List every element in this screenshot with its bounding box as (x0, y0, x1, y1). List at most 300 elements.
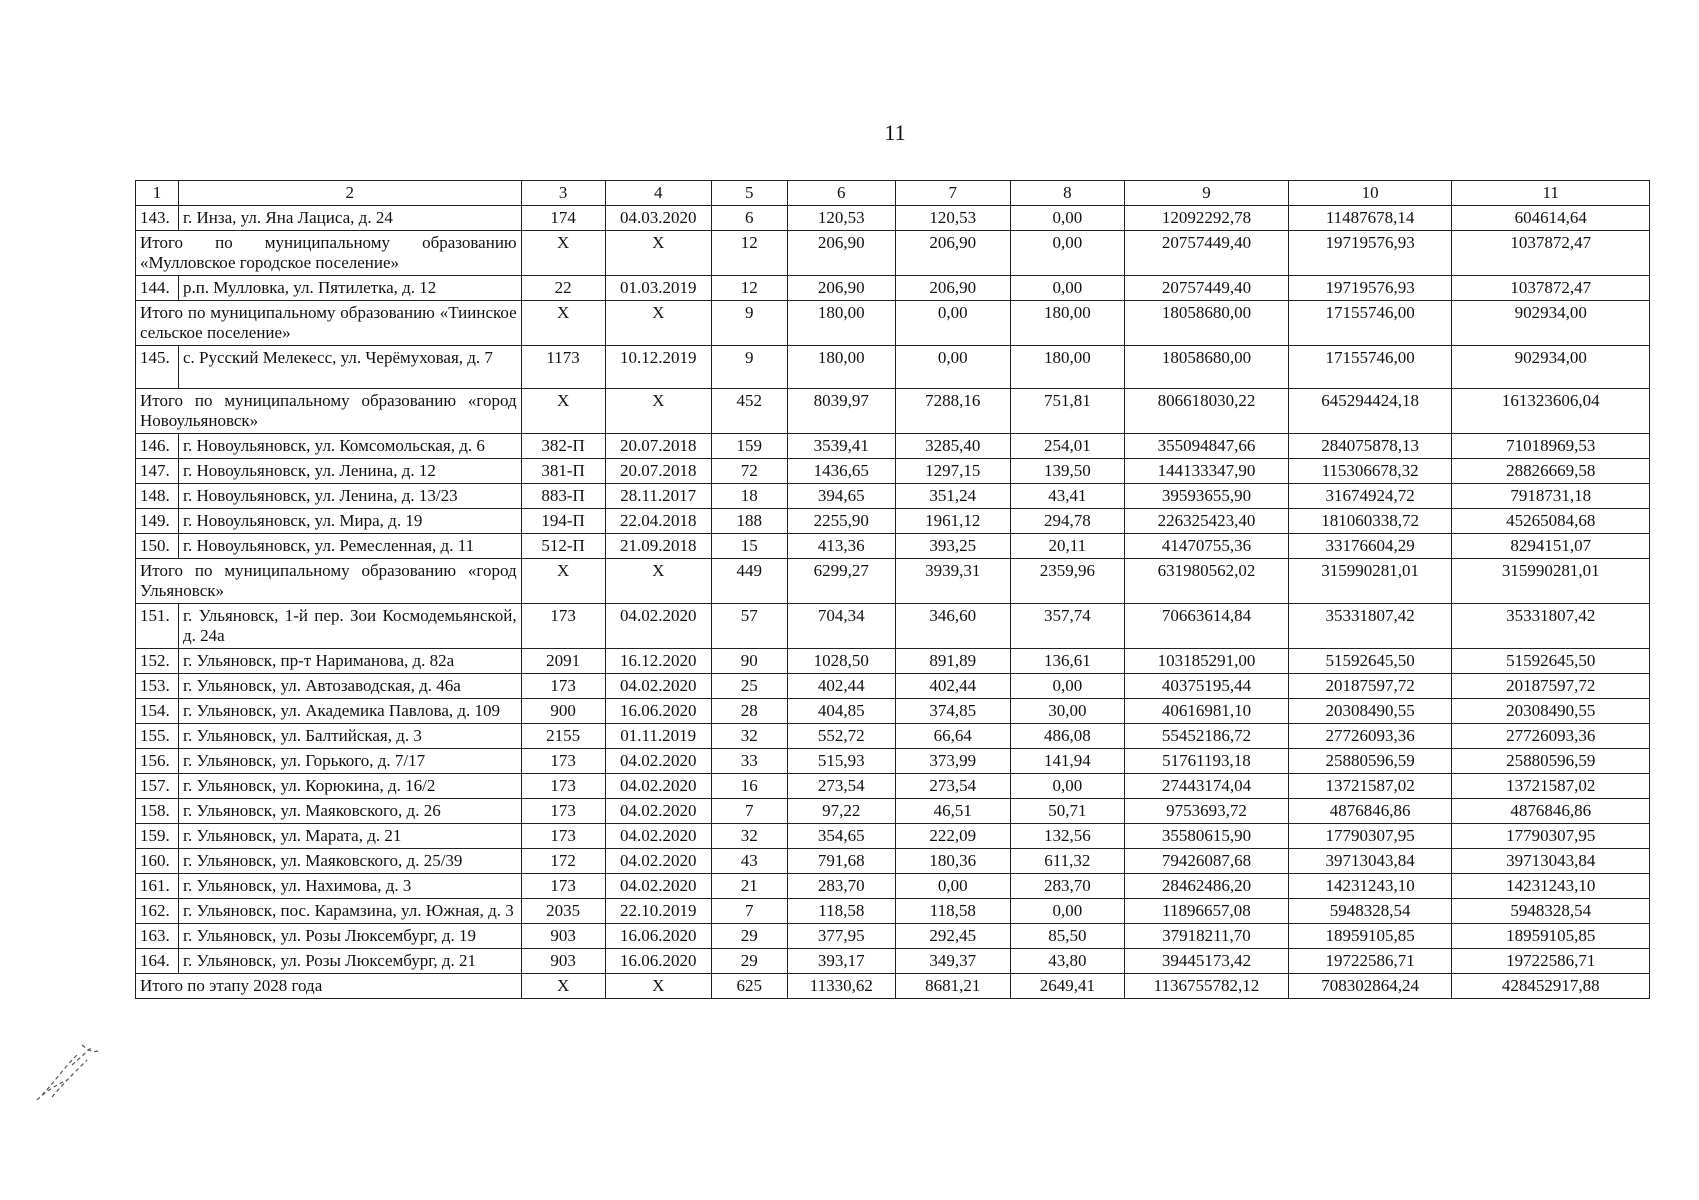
value-cell: 35331807,42 (1452, 604, 1650, 649)
value-cell: 206,90 (787, 276, 895, 301)
value-cell: 50,71 (1010, 799, 1125, 824)
value-cell: 7 (711, 899, 787, 924)
value-cell: 173 (521, 799, 605, 824)
value-cell: 103185291,00 (1125, 649, 1289, 674)
value-cell: 174 (521, 206, 605, 231)
value-cell: 40616981,10 (1125, 699, 1289, 724)
address-cell: г. Ульяновск, 1-й пер. Зои Космодемьянской, д. 24а (178, 604, 521, 649)
value-cell: 04.02.2020 (605, 824, 711, 849)
value-cell: 173 (521, 674, 605, 699)
value-cell: 29 (711, 949, 787, 974)
value-cell: 16 (711, 774, 787, 799)
value-cell: 625 (711, 974, 787, 999)
value-cell: 284075878,13 (1288, 434, 1452, 459)
value-cell: 2359,96 (1010, 559, 1125, 604)
value-cell: 04.03.2020 (605, 206, 711, 231)
value-cell: 381-П (521, 459, 605, 484)
table-row (136, 899, 1650, 924)
value-cell: 12 (711, 231, 787, 276)
value-cell: 206,90 (896, 276, 1011, 301)
value-cell: 28462486,20 (1125, 874, 1289, 899)
table-row (136, 849, 1650, 874)
value-cell: 28826669,58 (1452, 459, 1650, 484)
value-cell: 20757449,40 (1125, 276, 1289, 301)
table-row (136, 674, 1650, 699)
value-cell: 604614,64 (1452, 206, 1650, 231)
value-cell: 20308490,55 (1288, 699, 1452, 724)
value-cell: 377,95 (787, 924, 895, 949)
value-cell: 9753693,72 (1125, 799, 1289, 824)
column-header: 2 (178, 181, 521, 206)
value-cell: 27726093,36 (1288, 724, 1452, 749)
address-cell: г. Ульяновск, ул. Балтийская, д. 3 (178, 724, 521, 749)
value-cell: 180,00 (1010, 346, 1125, 389)
value-cell: 29 (711, 924, 787, 949)
column-header: 9 (1125, 181, 1289, 206)
value-cell: 172 (521, 849, 605, 874)
value-cell: 806618030,22 (1125, 389, 1289, 434)
value-cell: 2649,41 (1010, 974, 1125, 999)
row-number: 145. (136, 346, 179, 389)
value-cell: 21 (711, 874, 787, 899)
subtotal-row (136, 301, 1650, 346)
value-cell: 9 (711, 346, 787, 389)
value-cell: 349,37 (896, 949, 1011, 974)
value-cell: 19719576,93 (1288, 231, 1452, 276)
value-cell: 39445173,42 (1125, 949, 1289, 974)
address-cell: г. Ульяновск, ул. Корюкина, д. 16/2 (178, 774, 521, 799)
value-cell: 161323606,04 (1452, 389, 1650, 434)
value-cell: 17155746,00 (1288, 301, 1452, 346)
value-cell: 0,00 (1010, 674, 1125, 699)
value-cell: 04.02.2020 (605, 749, 711, 774)
value-cell: 120,53 (896, 206, 1011, 231)
value-cell: 180,36 (896, 849, 1011, 874)
value-cell: 20,11 (1010, 534, 1125, 559)
value-cell: 04.02.2020 (605, 674, 711, 699)
value-cell: 17790307,95 (1452, 824, 1650, 849)
table-row (136, 949, 1650, 974)
value-cell: 1297,15 (896, 459, 1011, 484)
value-cell: 273,54 (787, 774, 895, 799)
value-cell: 891,89 (896, 649, 1011, 674)
value-cell: 283,70 (1010, 874, 1125, 899)
value-cell: 20187597,72 (1452, 674, 1650, 699)
address-cell: г. Ульяновск, пр-т Нариманова, д. 82а (178, 649, 521, 674)
value-cell: 3939,31 (896, 559, 1011, 604)
value-cell: 25880596,59 (1288, 749, 1452, 774)
value-cell: 43,80 (1010, 949, 1125, 974)
value-cell: 394,65 (787, 484, 895, 509)
value-cell: X (605, 559, 711, 604)
value-cell: 10.12.2019 (605, 346, 711, 389)
value-cell: 11487678,14 (1288, 206, 1452, 231)
value-cell: 120,53 (787, 206, 895, 231)
table-row (136, 699, 1650, 724)
row-number: 150. (136, 534, 179, 559)
value-cell: 28 (711, 699, 787, 724)
address-cell: г. Ульяновск, ул. Нахимова, д. 3 (178, 874, 521, 899)
value-cell: 118,58 (896, 899, 1011, 924)
value-cell: 16.12.2020 (605, 649, 711, 674)
value-cell: 374,85 (896, 699, 1011, 724)
row-number: 144. (136, 276, 179, 301)
table-row (136, 346, 1650, 389)
value-cell: 206,90 (787, 231, 895, 276)
row-number: 163. (136, 924, 179, 949)
value-cell: 315990281,01 (1288, 559, 1452, 604)
value-cell: 173 (521, 874, 605, 899)
value-cell: 11896657,08 (1125, 899, 1289, 924)
row-number: 156. (136, 749, 179, 774)
address-cell: г. Новоульяновск, ул. Ремесленная, д. 11 (178, 534, 521, 559)
value-cell: 51592645,50 (1452, 649, 1650, 674)
value-cell: 3539,41 (787, 434, 895, 459)
value-cell: 402,44 (896, 674, 1011, 699)
value-cell: 28.11.2017 (605, 484, 711, 509)
value-cell: 8294151,07 (1452, 534, 1650, 559)
value-cell: 21.09.2018 (605, 534, 711, 559)
subtotal-label: Итого по муниципальному образованию «город Новоульяновск» (136, 389, 522, 434)
value-cell: 611,32 (1010, 849, 1125, 874)
value-cell: 04.02.2020 (605, 604, 711, 649)
value-cell: 903 (521, 924, 605, 949)
address-cell: г. Новоульяновск, ул. Ленина, д. 13/23 (178, 484, 521, 509)
value-cell: 7 (711, 799, 787, 824)
value-cell: 57 (711, 604, 787, 649)
table-row (136, 276, 1650, 301)
value-cell: 35331807,42 (1288, 604, 1452, 649)
address-cell: г. Новоульяновск, ул. Ленина, д. 12 (178, 459, 521, 484)
address-cell: г. Новоульяновск, ул. Мира, д. 19 (178, 509, 521, 534)
value-cell: 45265084,68 (1452, 509, 1650, 534)
table-row (136, 749, 1650, 774)
address-cell: р.п. Мулловка, ул. Пятилетка, д. 12 (178, 276, 521, 301)
value-cell: 66,64 (896, 724, 1011, 749)
subtotal-label: Итого по муниципальному образованию «город Ульяновск» (136, 559, 522, 604)
value-cell: 2255,90 (787, 509, 895, 534)
value-cell: X (521, 231, 605, 276)
value-cell: 97,22 (787, 799, 895, 824)
value-cell: 11330,62 (787, 974, 895, 999)
value-cell: 12 (711, 276, 787, 301)
table-row (136, 874, 1650, 899)
value-cell: 292,45 (896, 924, 1011, 949)
address-cell: г. Ульяновск, ул. Маяковского, д. 25/39 (178, 849, 521, 874)
value-cell: 04.02.2020 (605, 874, 711, 899)
value-cell: 115306678,32 (1288, 459, 1452, 484)
value-cell: 04.02.2020 (605, 774, 711, 799)
value-cell: 273,54 (896, 774, 1011, 799)
value-cell: 8681,21 (896, 974, 1011, 999)
value-cell: 0,00 (1010, 206, 1125, 231)
table-row (136, 924, 1650, 949)
subtotal-row (136, 559, 1650, 604)
value-cell: 14231243,10 (1288, 874, 1452, 899)
column-header: 10 (1288, 181, 1452, 206)
value-cell: 55452186,72 (1125, 724, 1289, 749)
value-cell: 902934,00 (1452, 346, 1650, 389)
value-cell: 132,56 (1010, 824, 1125, 849)
value-cell: 2155 (521, 724, 605, 749)
value-cell: 141,94 (1010, 749, 1125, 774)
value-cell: 13721587,02 (1452, 774, 1650, 799)
value-cell: 19722586,71 (1288, 949, 1452, 974)
row-number: 160. (136, 849, 179, 874)
table-row (136, 534, 1650, 559)
value-cell: X (521, 559, 605, 604)
row-number: 158. (136, 799, 179, 824)
column-header: 4 (605, 181, 711, 206)
value-cell: 1436,65 (787, 459, 895, 484)
signature-mark (32, 1035, 112, 1105)
table-row (136, 824, 1650, 849)
value-cell: 19719576,93 (1288, 276, 1452, 301)
address-cell: г. Ульяновск, ул. Автозаводская, д. 46а (178, 674, 521, 699)
address-cell: с. Русский Мелекесс, ул. Черёмуховая, д. 7 (178, 346, 521, 389)
table-row (136, 799, 1650, 824)
value-cell: 194-П (521, 509, 605, 534)
value-cell: 902934,00 (1452, 301, 1650, 346)
value-cell: 71018969,53 (1452, 434, 1650, 459)
value-cell: X (605, 389, 711, 434)
value-cell: 452 (711, 389, 787, 434)
table-row (136, 774, 1650, 799)
value-cell: 631980562,02 (1125, 559, 1289, 604)
value-cell: 226325423,40 (1125, 509, 1289, 534)
address-cell: г. Ульяновск, ул. Маяковского, д. 26 (178, 799, 521, 824)
value-cell: 51592645,50 (1288, 649, 1452, 674)
column-header: 11 (1452, 181, 1650, 206)
value-cell: 6299,27 (787, 559, 895, 604)
value-cell: 01.11.2019 (605, 724, 711, 749)
subtotal-label: Итого по этапу 2028 года (136, 974, 522, 999)
value-cell: 18959105,85 (1452, 924, 1650, 949)
value-cell: 2035 (521, 899, 605, 924)
value-cell: 4876846,86 (1452, 799, 1650, 824)
value-cell: 18 (711, 484, 787, 509)
value-cell: 16.06.2020 (605, 949, 711, 974)
value-cell: 04.02.2020 (605, 849, 711, 874)
value-cell: X (521, 389, 605, 434)
value-cell: 51761193,18 (1125, 749, 1289, 774)
value-cell: 18959105,85 (1288, 924, 1452, 949)
value-cell: X (605, 231, 711, 276)
value-cell: 20308490,55 (1452, 699, 1650, 724)
value-cell: 355094847,66 (1125, 434, 1289, 459)
value-cell: 17155746,00 (1288, 346, 1452, 389)
value-cell: 0,00 (1010, 276, 1125, 301)
value-cell: 25880596,59 (1452, 749, 1650, 774)
column-header: 8 (1010, 181, 1125, 206)
value-cell: 7288,16 (896, 389, 1011, 434)
address-cell: г. Ульяновск, ул. Розы Люксембург, д. 19 (178, 924, 521, 949)
address-cell: г. Ульяновск, ул. Марата, д. 21 (178, 824, 521, 849)
value-cell: 39593655,90 (1125, 484, 1289, 509)
value-cell: 46,51 (896, 799, 1011, 824)
value-cell: 206,90 (896, 231, 1011, 276)
value-cell: 393,25 (896, 534, 1011, 559)
value-cell: 20.07.2018 (605, 434, 711, 459)
value-cell: 1037872,47 (1452, 231, 1650, 276)
row-number: 146. (136, 434, 179, 459)
address-cell: г. Ульяновск, ул. Горького, д. 7/17 (178, 749, 521, 774)
value-cell: 1028,50 (787, 649, 895, 674)
address-cell: г. Ульяновск, ул. Розы Люксембург, д. 21 (178, 949, 521, 974)
value-cell: 552,72 (787, 724, 895, 749)
value-cell: 20757449,40 (1125, 231, 1289, 276)
value-cell: 90 (711, 649, 787, 674)
value-cell: 14231243,10 (1452, 874, 1650, 899)
row-number: 157. (136, 774, 179, 799)
value-cell: 20187597,72 (1288, 674, 1452, 699)
value-cell: 1136755782,12 (1125, 974, 1289, 999)
value-cell: 18058680,00 (1125, 346, 1289, 389)
value-cell: 31674924,72 (1288, 484, 1452, 509)
value-cell: 903 (521, 949, 605, 974)
value-cell: 173 (521, 604, 605, 649)
subtotal-row (136, 974, 1650, 999)
row-number: 143. (136, 206, 179, 231)
value-cell: 382-П (521, 434, 605, 459)
value-cell: 17790307,95 (1288, 824, 1452, 849)
row-number: 151. (136, 604, 179, 649)
value-cell: 346,60 (896, 604, 1011, 649)
table-row (136, 434, 1650, 459)
value-cell: 70663614,84 (1125, 604, 1289, 649)
address-cell: г. Ульяновск, пос. Карамзина, ул. Южная, д. 3 (178, 899, 521, 924)
address-cell: г. Ульяновск, ул. Академика Павлова, д. 109 (178, 699, 521, 724)
row-number: 148. (136, 484, 179, 509)
value-cell: 16.06.2020 (605, 924, 711, 949)
row-number: 159. (136, 824, 179, 849)
value-cell: 883-П (521, 484, 605, 509)
value-cell: 645294424,18 (1288, 389, 1452, 434)
value-cell: 43,41 (1010, 484, 1125, 509)
value-cell: 315990281,01 (1452, 559, 1650, 604)
value-cell: 22 (521, 276, 605, 301)
table-row (136, 724, 1650, 749)
row-number: 164. (136, 949, 179, 974)
value-cell: 180,00 (787, 301, 895, 346)
value-cell: 39713043,84 (1452, 849, 1650, 874)
row-number: 154. (136, 699, 179, 724)
value-cell: 512-П (521, 534, 605, 559)
column-header: 3 (521, 181, 605, 206)
value-cell: 43 (711, 849, 787, 874)
table-row (136, 604, 1650, 649)
column-header: 1 (136, 181, 179, 206)
value-cell: 19722586,71 (1452, 949, 1650, 974)
value-cell: 0,00 (896, 301, 1011, 346)
value-cell: 428452917,88 (1452, 974, 1650, 999)
subtotal-label: Итого по муниципальному образованию «Тиинское сельское поселение» (136, 301, 522, 346)
value-cell: 791,68 (787, 849, 895, 874)
value-cell: 118,58 (787, 899, 895, 924)
value-cell: 404,85 (787, 699, 895, 724)
value-cell: 9 (711, 301, 787, 346)
value-cell: 357,74 (1010, 604, 1125, 649)
value-cell: 37918211,70 (1125, 924, 1289, 949)
value-cell: 900 (521, 699, 605, 724)
value-cell: 173 (521, 749, 605, 774)
value-cell: 449 (711, 559, 787, 604)
value-cell: 27726093,36 (1452, 724, 1650, 749)
value-cell: 33176604,29 (1288, 534, 1452, 559)
table-row (136, 484, 1650, 509)
row-number: 147. (136, 459, 179, 484)
value-cell: 180,00 (787, 346, 895, 389)
value-cell: 20.07.2018 (605, 459, 711, 484)
value-cell: 01.03.2019 (605, 276, 711, 301)
value-cell: 39713043,84 (1288, 849, 1452, 874)
value-cell: 188 (711, 509, 787, 534)
value-cell: 0,00 (896, 874, 1011, 899)
subtotal-row (136, 231, 1650, 276)
address-cell: г. Новоульяновск, ул. Комсомольская, д. 6 (178, 434, 521, 459)
value-cell: 79426087,68 (1125, 849, 1289, 874)
table-header-row (136, 181, 1650, 206)
value-cell: 22.04.2018 (605, 509, 711, 534)
value-cell: 173 (521, 774, 605, 799)
value-cell: 144133347,90 (1125, 459, 1289, 484)
value-cell: 25 (711, 674, 787, 699)
value-cell: 373,99 (896, 749, 1011, 774)
value-cell: 222,09 (896, 824, 1011, 849)
row-number: 162. (136, 899, 179, 924)
value-cell: 254,01 (1010, 434, 1125, 459)
value-cell: 13721587,02 (1288, 774, 1452, 799)
value-cell: 33 (711, 749, 787, 774)
value-cell: 139,50 (1010, 459, 1125, 484)
value-cell: 1037872,47 (1452, 276, 1650, 301)
value-cell: 413,36 (787, 534, 895, 559)
value-cell: 294,78 (1010, 509, 1125, 534)
subtotal-label: Итого по муниципальному образованию «Мулловское городское поселение» (136, 231, 522, 276)
housing-table (135, 180, 1650, 999)
value-cell: 351,24 (896, 484, 1011, 509)
value-cell: X (605, 974, 711, 999)
row-number: 153. (136, 674, 179, 699)
subtotal-row (136, 389, 1650, 434)
value-cell: 30,00 (1010, 699, 1125, 724)
value-cell: 751,81 (1010, 389, 1125, 434)
column-header: 7 (896, 181, 1011, 206)
value-cell: 22.10.2019 (605, 899, 711, 924)
page-number: 11 (884, 120, 906, 145)
value-cell: 2091 (521, 649, 605, 674)
value-cell: 486,08 (1010, 724, 1125, 749)
address-cell: г. Инза, ул. Яна Лациса, д. 24 (178, 206, 521, 231)
value-cell: 0,00 (1010, 774, 1125, 799)
value-cell: 0,00 (1010, 231, 1125, 276)
value-cell: 704,34 (787, 604, 895, 649)
value-cell: 32 (711, 824, 787, 849)
value-cell: 18058680,00 (1125, 301, 1289, 346)
value-cell: 159 (711, 434, 787, 459)
value-cell: 35580615,90 (1125, 824, 1289, 849)
value-cell: 181060338,72 (1288, 509, 1452, 534)
value-cell: 354,65 (787, 824, 895, 849)
column-header: 5 (711, 181, 787, 206)
value-cell: 40375195,44 (1125, 674, 1289, 699)
value-cell: 32 (711, 724, 787, 749)
row-number: 149. (136, 509, 179, 534)
value-cell: 5948328,54 (1452, 899, 1650, 924)
value-cell: 04.02.2020 (605, 799, 711, 824)
value-cell: 173 (521, 824, 605, 849)
value-cell: 136,61 (1010, 649, 1125, 674)
